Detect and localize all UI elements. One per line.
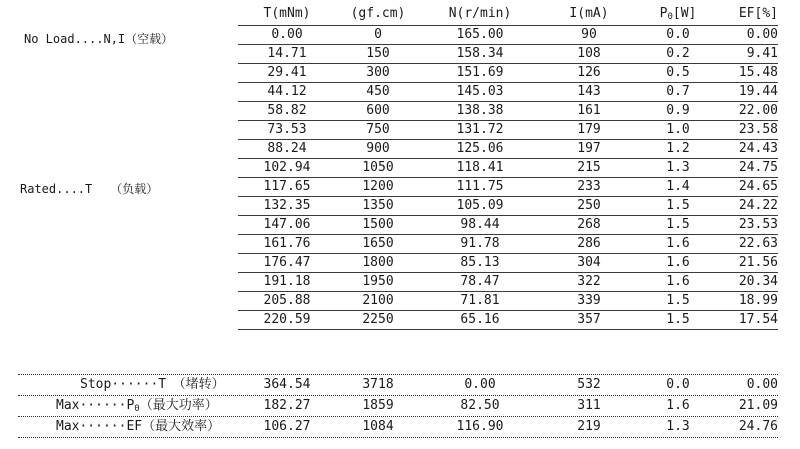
table-row <box>238 139 778 157</box>
label-rated: Rated....T （负载） <box>20 182 159 196</box>
table-cell: 0.2 <box>666 46 690 61</box>
table-cell: 117.65 <box>263 179 311 194</box>
table-row <box>238 25 778 43</box>
table-cell: 233 <box>577 179 601 194</box>
table-row <box>238 82 778 100</box>
table-cell: 1.3 <box>666 419 690 434</box>
table-cell: 111.75 <box>456 179 504 194</box>
table-cell: 304 <box>577 255 601 270</box>
table-cell: 450 <box>366 84 390 99</box>
table-cell: 118.41 <box>456 160 504 175</box>
table-row <box>238 253 778 271</box>
table-row <box>238 310 778 328</box>
table-row <box>238 291 778 309</box>
table-cell: 18.99 <box>738 293 778 308</box>
table-cell: 1500 <box>362 217 394 232</box>
header-torque-mnm: T(mNm) <box>263 6 311 21</box>
header-current: I(mA) <box>569 6 609 21</box>
table-cell: 143 <box>577 84 601 99</box>
table-row <box>238 234 778 252</box>
table-cell: 1.5 <box>666 293 690 308</box>
header-power <box>638 6 718 22</box>
table-cell: 311 <box>577 398 601 413</box>
table-cell: 250 <box>577 198 601 213</box>
table-cell: 220.59 <box>263 312 311 327</box>
special-row <box>18 395 778 415</box>
table-cell: 22.00 <box>738 103 778 118</box>
table-cell: 23.58 <box>738 122 778 137</box>
table-cell: 322 <box>577 274 601 289</box>
table-cell: 125.06 <box>456 141 504 156</box>
table-cell: 600 <box>366 103 390 118</box>
table-cell: 1859 <box>362 398 394 413</box>
table-cell: 339 <box>577 293 601 308</box>
table-cell: 150 <box>366 46 390 61</box>
special-row-label-text: Max······P <box>56 398 135 413</box>
table-cell: 116.90 <box>456 419 504 434</box>
table-cell: 0.00 <box>464 377 496 392</box>
table-cell: 151.69 <box>456 65 504 80</box>
table-cell: 147.06 <box>263 217 311 232</box>
table-cell: 1.6 <box>666 255 690 270</box>
table-cell: 179 <box>577 122 601 137</box>
table-cell: 1650 <box>362 236 394 251</box>
table-cell: 1.5 <box>666 217 690 232</box>
table-cell: 197 <box>577 141 601 156</box>
table-cell: 300 <box>366 65 390 80</box>
table-cell: 219 <box>577 419 601 434</box>
table-cell: 205.88 <box>263 293 311 308</box>
table-cell: 14.71 <box>267 46 307 61</box>
table-cell: 750 <box>366 122 390 137</box>
table-cell: 1.4 <box>666 179 690 194</box>
table-cell: 165.00 <box>456 27 504 42</box>
table-cell: 364.54 <box>263 377 311 392</box>
table-cell: 44.12 <box>267 84 307 99</box>
table-row <box>238 196 778 214</box>
table-cell: 85.13 <box>460 255 500 270</box>
special-row-cells <box>238 417 778 436</box>
table-cell: 126 <box>577 65 601 80</box>
table-cell: 1800 <box>362 255 394 270</box>
table-cell: 29.41 <box>267 65 307 80</box>
table-cell: 138.38 <box>456 103 504 118</box>
table-cell: 90 <box>581 27 597 42</box>
table-cell: 21.09 <box>738 398 778 413</box>
table-cell: 532 <box>577 377 601 392</box>
table-cell: 2100 <box>362 293 394 308</box>
table-cell: 3718 <box>362 377 394 392</box>
special-row-label <box>56 396 218 415</box>
table-cell: 1084 <box>362 419 394 434</box>
table-cell: 20.34 <box>738 274 778 289</box>
table-cell: 65.16 <box>460 312 500 327</box>
table-cell: 357 <box>577 312 601 327</box>
table-cell: 0.9 <box>666 103 690 118</box>
table-cell: 0.00 <box>746 27 778 42</box>
table-cell: 1.6 <box>666 398 690 413</box>
table-cell: 24.76 <box>738 419 778 434</box>
table-cell: 91.78 <box>460 236 500 251</box>
table-cell: 82.50 <box>460 398 500 413</box>
special-row-label <box>56 417 220 436</box>
label-no-load: No Load....N,I（空载） <box>24 32 174 46</box>
header-power-p: P <box>659 6 668 21</box>
table-cell: 161 <box>577 103 601 118</box>
table-cell: 21.56 <box>738 255 778 270</box>
table-row <box>238 177 778 195</box>
table-cell: 24.22 <box>738 198 778 213</box>
table-cell: 1.6 <box>666 274 690 289</box>
table-cell: 0.0 <box>666 377 690 392</box>
header-power-sub: 0 <box>667 12 673 22</box>
table-cell: 0.5 <box>666 65 690 80</box>
table-cell: 106.27 <box>263 419 311 434</box>
special-bottom-rule <box>18 437 778 438</box>
table-cell: 1200 <box>362 179 394 194</box>
table-cell: 78.47 <box>460 274 500 289</box>
table-cell: 0.0 <box>666 27 690 42</box>
special-row-label-text: Stop······T （堵转） <box>80 377 225 392</box>
special-row-label-sub: 0 <box>134 404 140 414</box>
table-cell: 158.34 <box>456 46 504 61</box>
table-cell: 1.5 <box>666 198 690 213</box>
table-cell: 17.54 <box>738 312 778 327</box>
header-torque-gfcm: (gf.cm) <box>350 6 406 21</box>
special-row-label <box>80 375 225 394</box>
table-cell: 58.82 <box>267 103 307 118</box>
table-cell: 145.03 <box>456 84 504 99</box>
table-cell: 22.63 <box>738 236 778 251</box>
table-cell: 1.3 <box>666 160 690 175</box>
table-cell: 9.41 <box>746 46 778 61</box>
table-cell: 24.65 <box>738 179 778 194</box>
header-speed: N(r/min) <box>448 6 512 21</box>
table-bottom-rule <box>238 329 778 330</box>
table-cell: 1.6 <box>666 236 690 251</box>
table-row <box>238 101 778 119</box>
table-cell: 1050 <box>362 160 394 175</box>
table-cell: 1.0 <box>666 122 690 137</box>
special-row-label-text: Max······EF（最大效率） <box>56 419 221 434</box>
table-cell: 1950 <box>362 274 394 289</box>
table-cell: 268 <box>577 217 601 232</box>
table-cell: 0.00 <box>746 377 778 392</box>
table-cell: 71.81 <box>460 293 500 308</box>
table-row <box>238 120 778 138</box>
table-cell: 73.53 <box>267 122 307 137</box>
special-row-cells <box>238 375 778 394</box>
table-cell: 0.00 <box>271 27 303 42</box>
special-row <box>18 416 778 436</box>
table-cell: 108 <box>577 46 601 61</box>
table-cell: 15.48 <box>738 65 778 80</box>
table-cell: 286 <box>577 236 601 251</box>
table-cell: 900 <box>366 141 390 156</box>
table-cell: 0.7 <box>666 84 690 99</box>
special-row-cells <box>238 396 778 415</box>
table-cell: 105.09 <box>456 198 504 213</box>
table-cell: 1.5 <box>666 312 690 327</box>
table-cell: 131.72 <box>456 122 504 137</box>
table-cell: 1350 <box>362 198 394 213</box>
table-row <box>238 44 778 62</box>
special-row <box>18 374 778 394</box>
table-row <box>238 215 778 233</box>
header-efficiency: EF[%] <box>738 6 778 21</box>
table-cell: 1.2 <box>666 141 690 156</box>
special-row-label-suffix: （最大功率） <box>139 398 218 413</box>
table-cell: 0 <box>374 27 382 42</box>
table-cell: 132.35 <box>263 198 311 213</box>
table-cell: 23.53 <box>738 217 778 232</box>
table-row <box>238 63 778 81</box>
table-cell: 98.44 <box>460 217 500 232</box>
table-cell: 24.43 <box>738 141 778 156</box>
header-power-unit: [W] <box>672 6 697 21</box>
table-row <box>238 158 778 176</box>
table-cell: 191.18 <box>263 274 311 289</box>
table-cell: 215 <box>577 160 601 175</box>
table-cell: 182.27 <box>263 398 311 413</box>
table-cell: 176.47 <box>263 255 311 270</box>
table-cell: 102.94 <box>263 160 311 175</box>
table-row <box>238 272 778 290</box>
table-cell: 24.75 <box>738 160 778 175</box>
table-cell: 2250 <box>362 312 394 327</box>
table-cell: 161.76 <box>263 236 311 251</box>
table-cell: 88.24 <box>267 141 307 156</box>
table-cell: 19.44 <box>738 84 778 99</box>
